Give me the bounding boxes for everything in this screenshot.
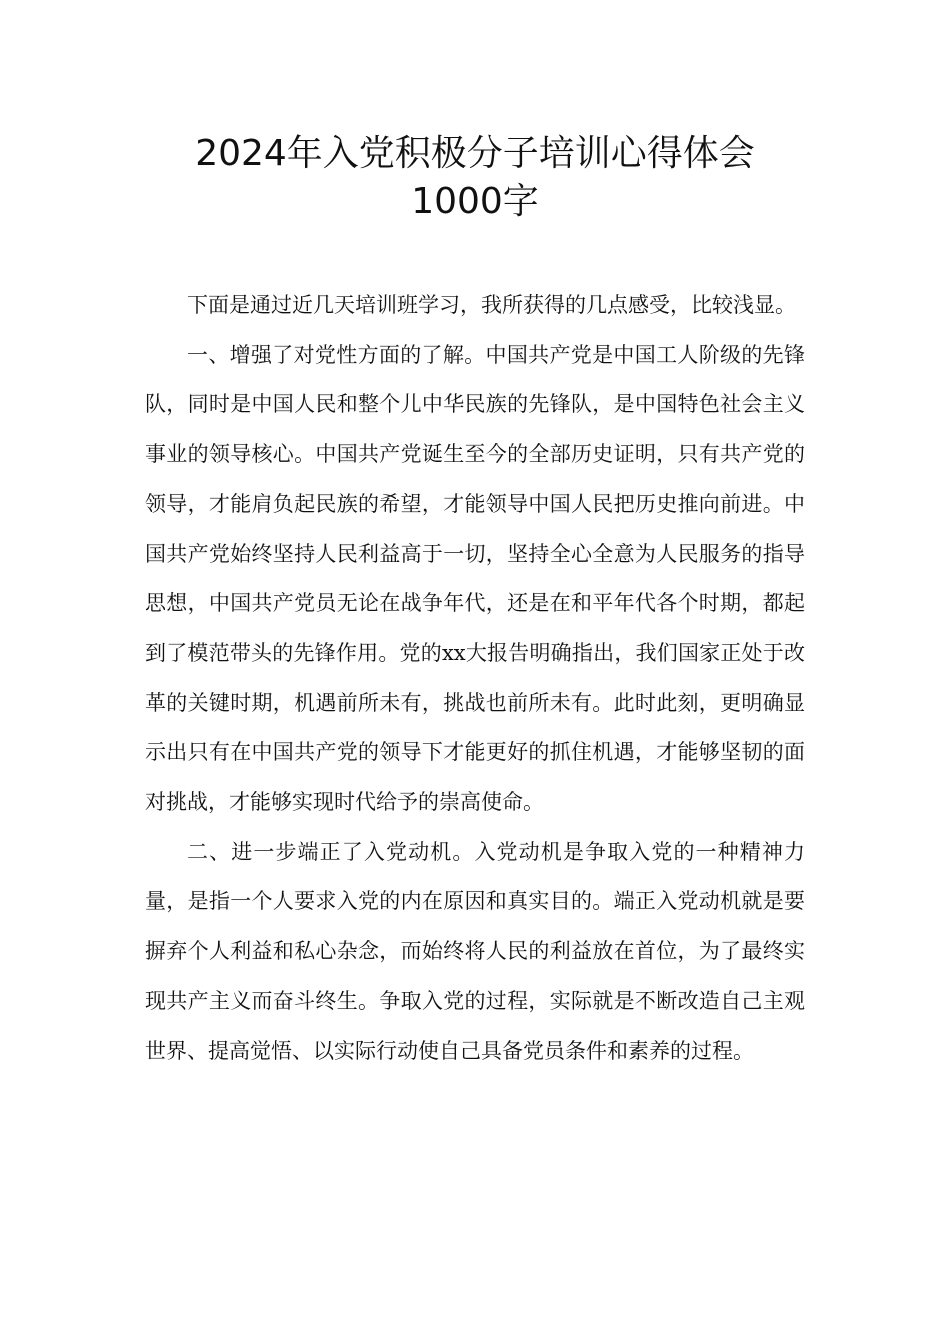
document-body <box>145 281 805 1076</box>
document-title-line-1: 2024年入党积极分子培训心得体会 <box>195 133 755 174</box>
document-title-line-2: 1000字 <box>411 181 539 222</box>
paragraph-section-1: 一、增强了对党性方面的了解。中国共产党是中国工人阶级的先锋队，同时是中国人民和整个儿中华民族的先锋队，是中国特色社会主义事业的领导核心。中国共产党诞生至今的全部历史证明，只有共产党的领导，才能肩负起民族的希望，才能领导中国人民把历史推向前进。中国共产党始终坚持人民利益高于一切，坚持全心全意为人民服务的指导思想，中国共产党员无论在战争年代，还是在和平年代各个时期，都起到了模范带头的先锋作用。党的xx大报告明确指出，我们国家正处于改革的关键时期，机遇前所未有，挑战也前所未有。此时此刻，更明确显示出只有在中国共产党的领导下才能更好的抓住机遇，才能够坚韧的面对挑战，才能够实现时代给予的崇高使命。 <box>145 342 805 815</box>
paragraph-section-2: 二、进一步端正了入党动机。入党动机是争取入党的一种精神力量，是指一个人要求入党的内在原因和真实目的。端正入党动机就是要摒弃个人利益和私心杂念，而始终将人民的利益放在首位，为了最终实现共产主义而奋斗终生。争取入党的过程，实际就是不断改造自己主观世界、提高觉悟、以实际行动使自己具备党员条件和素养的过程。 <box>145 839 805 1063</box>
paragraph-intro: 下面是通过近几天培训班学习，我所获得的几点感受，比较浅显。 <box>187 293 796 317</box>
